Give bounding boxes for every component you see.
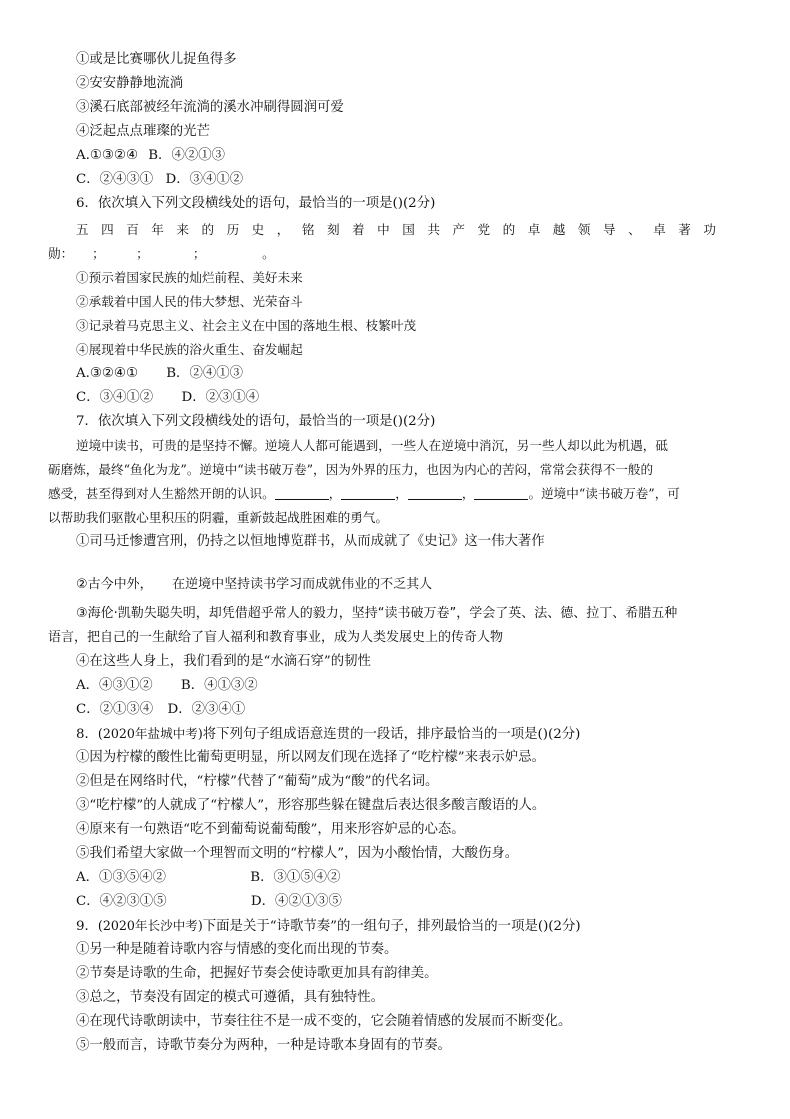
q8-option-4: ④原来有一句熟语“吃不到葡萄说葡萄酸”，用来形容妒忌的心态。 [76, 822, 465, 837]
q6-passage-char: 卓 [653, 222, 666, 237]
q9-option-5: ⑤一般而言，诗歌节奏分为两种，一种是诗歌本身固有的节奏。 [76, 1038, 451, 1053]
q7-choice-c: C．②①③④ [76, 702, 154, 717]
q6-passage-char: 产 [452, 222, 465, 237]
q7-passage-line1: 逆境中读书，可贵的是坚持不懈。逆境人人都可能遇到，一些人在逆境中消沉，另一些人却以此为机遇，砥 [76, 438, 668, 453]
q6-passage-char: 卓 [527, 222, 541, 237]
q6-option-3: ③记录着马克思主义、社会主义在中国的落地生根、枝繁叶茂 [76, 318, 417, 333]
q6-passage-char: 导 [602, 222, 616, 237]
q6-passage-char: 功 [703, 222, 716, 237]
q6-passage-char: 刻 [326, 222, 340, 237]
q8-choice-d: D．④②①③⑤ [250, 894, 342, 909]
q6-passage-char: 五 [76, 222, 89, 237]
q5-option-4: ④泛起点点璀璨的光芒 [76, 124, 210, 139]
q7-stem: 7．依次填入下列文段横线处的语句，最恰当的一项是()(2分) [76, 414, 436, 429]
q5-choice-c: C．②④③① [76, 172, 154, 187]
q6-choice-b: B．②④①③ [166, 366, 244, 381]
q8-choice-a: A．①③⑤④② [76, 870, 167, 885]
q6-passage-char: 的 [502, 222, 516, 237]
q6-choices-cd [76, 388, 259, 408]
q8-source: (2020年盐城中考) [97, 726, 203, 741]
q6-choice-d: D．②③①④ [181, 390, 260, 405]
q8-choices-ab [76, 868, 340, 888]
q6-passage-char: 史 [251, 222, 265, 237]
q9-option-4: ④在现代诗歌朗读中，节奏往往不是一成不变的，它会随着情感的发展而不断变化。 [76, 1014, 572, 1029]
q6-passage-char: ， [276, 222, 290, 237]
q5-choice-d: D．③④①② [165, 172, 244, 187]
q7-option-1: ①司马迁惨遭宫刑，仍持之以恒地博览群书，从而成就了《史记》这一伟大著作 [76, 534, 545, 549]
q7-passage-line2: 砺磨炼，最终“鱼化为龙”。逆境中“读书破万卷”，因为外界的压力，也因为内心的苦闷，常常会获得不一般的 [48, 462, 654, 477]
q6-stem: 6．依次填入下列文段横线处的语句，最恰当的一项是()(2分) [76, 196, 436, 211]
q7-option-3-line1: ③海伦·凯勒失聪失明，却凭借超乎常人的毅力，坚持“读书破万卷”，学会了英、法、德、拉丁、希腊五种 [76, 606, 678, 621]
blank-4 [474, 485, 528, 500]
q6-passage-char: 四 [101, 222, 114, 237]
q5-option-2: ②安安静静地流淌 [76, 76, 184, 91]
q5-option-1: ①或是比赛哪伙儿捉鱼得多 [76, 52, 237, 67]
q6-option-4: ④展现着中华民族的浴火重生、奋发崛起 [76, 342, 303, 357]
blank-3 [408, 485, 462, 500]
q8-option-5: ⑤我们希望大家做一个理智而文明的“柠檬人”，因为小酸怡情，大酸伤身。 [76, 846, 519, 861]
q6-passage-char: 党 [477, 222, 491, 237]
q6-passage-line1 [76, 220, 716, 240]
q9-stem: 9．(2020年长沙中考)下面是关于“诗歌节奏”的一组句子，排列最恰当的一项是()(2分) [76, 918, 581, 934]
q8-option-2: ②但是在网络时代，“柠檬”代替了“葡萄”成为“酸”的代名词。 [76, 774, 439, 789]
q6-passage-char: 越 [552, 222, 566, 237]
q6-passage-char: 著 [678, 222, 691, 237]
q8-option-3: ③“吃柠檬”的人就成了“柠檬人”，形容那些躲在键盘后表达很多酸言酸语的人。 [76, 798, 546, 813]
q6-option-1: ①预示着国家民族的灿烂前程、美好未来 [76, 270, 303, 285]
q6-choice-c: C．③④①② [76, 390, 154, 405]
q6-passage-char: 共 [427, 222, 440, 237]
q6-passage-char: 年 [151, 222, 164, 237]
q6-passage-char: 的 [201, 222, 215, 237]
q6-passage-char: 国 [402, 222, 415, 237]
q5-choice-b: B．④②①③ [148, 148, 226, 163]
q6-passage-char: 铭 [301, 222, 315, 237]
q5-choices-cd [76, 170, 243, 190]
q7-choice-d: D．②③④① [167, 702, 246, 717]
q6-choices-ab [76, 364, 243, 384]
q8-option-1: ①因为柠檬的酸性比葡萄更明显，所以网友们现在选择了“吃柠檬”来表示妒忌。 [76, 750, 545, 765]
q6-passage-char: 来 [176, 222, 189, 237]
q6-option-2: ②承载着中国人民的伟大梦想、光荣奋斗 [76, 294, 303, 309]
q7-choice-a: A．④③①② [76, 678, 153, 693]
q6-choice-a: A.③②④① [76, 366, 138, 381]
q6-passage-line2: 勋： ； ； ； 。 [48, 246, 275, 261]
q6-passage-char: 、 [628, 222, 641, 237]
blank-2 [341, 485, 395, 500]
q7-option-3-line2: 语言，把自己的一生献给了盲人福利和教育事业，成为人类发展史上的传奇人物 [48, 630, 504, 645]
q9-option-2: ②节奏是诗歌的生命，把握好节奏会使诗歌更加具有韵律美。 [76, 966, 438, 981]
q8-choices-cd [76, 892, 342, 912]
q7-choices-ab [76, 676, 258, 696]
q5-choices-ab [76, 146, 225, 166]
q6-passage-char: 领 [577, 222, 591, 237]
q7-choices-cd [76, 700, 245, 720]
q6-passage-char: 百 [126, 222, 139, 237]
q7-choice-b: B．④①③② [180, 678, 258, 693]
q6-passage-char: 历 [226, 222, 240, 237]
q8-choice-c: C．④②③①⑤ [76, 894, 167, 909]
q7-passage-line3: 感受，甚至得到对人生豁然开朗的认识。 ， ， ， 。逆境中“读书破万卷”，可 [48, 486, 680, 501]
q9-option-3: ③总之，节奏没有固定的模式可遵循，具有独特性。 [76, 990, 384, 1005]
q7-passage-line4: 以帮助我们驱散心里积压的阴霾，重新鼓起战胜困难的勇气。 [48, 510, 389, 525]
q7-option-2: ②古今中外， 在逆境中坚持读书学习而成就伟业的不乏其人 [76, 577, 433, 592]
q5-choice-a: A.①③②④ [76, 148, 138, 163]
q8-stem: 8．(2020年盐城中考)将下列句子组成语意连贯的一段话，排序最恰当的一项是()(2分) [76, 726, 581, 742]
q7-option-4: ④在这些人身上，我们看到的是“水滴石穿”的韧性 [76, 654, 371, 669]
q5-option-3: ③溪石底部被经年流淌的溪水冲刷得圆润可爱 [76, 100, 344, 115]
blank-1 [275, 485, 329, 500]
q6-passage-char: 中 [377, 222, 390, 237]
q9-source: (2020年长沙中考) [97, 918, 203, 933]
q6-passage-char: 着 [352, 222, 365, 237]
q9-option-1: ①另一种是随着诗歌内容与情感的变化而出现的节奏。 [76, 942, 398, 957]
q8-choice-b: B．③①⑤④② [250, 870, 341, 885]
